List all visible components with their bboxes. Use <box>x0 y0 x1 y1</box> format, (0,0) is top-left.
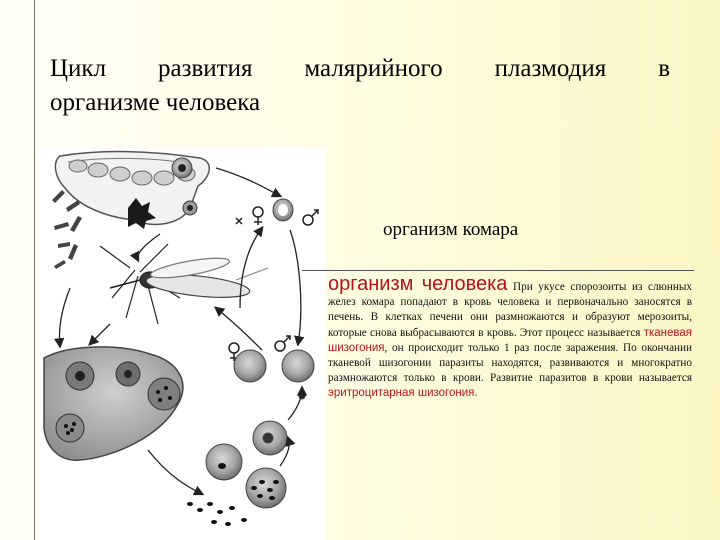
title-line-2: организме человека <box>50 89 261 116</box>
slide-left-rule <box>34 0 35 540</box>
page-title <box>50 52 670 120</box>
human-organism-text <box>328 273 692 402</box>
malaria-lifecycle-figure <box>40 148 326 540</box>
male-symbol-icon <box>236 210 318 351</box>
sporozoite-icon <box>52 190 82 269</box>
section-divider <box>302 270 694 271</box>
liver-cell-icon <box>148 378 180 410</box>
term-tissue-schizogony: тканевая шизогония <box>328 326 692 354</box>
section-heading: организм человека <box>328 273 508 295</box>
title-line-1: Цикл развития малярийного плазмодия в <box>50 55 670 82</box>
paragraph-part-2: , он происходит только 1 раз после заражения. По окончании тканевой шизогонии паразиты находятся, развиваются и многократно размножаются только в крови. Развитие паразитов в крови называется <box>328 341 692 385</box>
paragraph-part-1: При укусе спорозоиты из слюнных желез комара попадают в кровь человека и первоначально заносятся в печень. В клетках печени они размножаются и образуют мерозоиты, которые снова выбрасываются в кровь. Этот процесс называется <box>328 281 692 339</box>
red-blood-cell-icon <box>206 350 314 508</box>
mosquito-organism-label: организм комара <box>383 219 519 240</box>
mosquito-icon <box>100 244 268 324</box>
term-erythrocytic-schizogony: эритроцитарная шизогония. <box>328 387 478 400</box>
